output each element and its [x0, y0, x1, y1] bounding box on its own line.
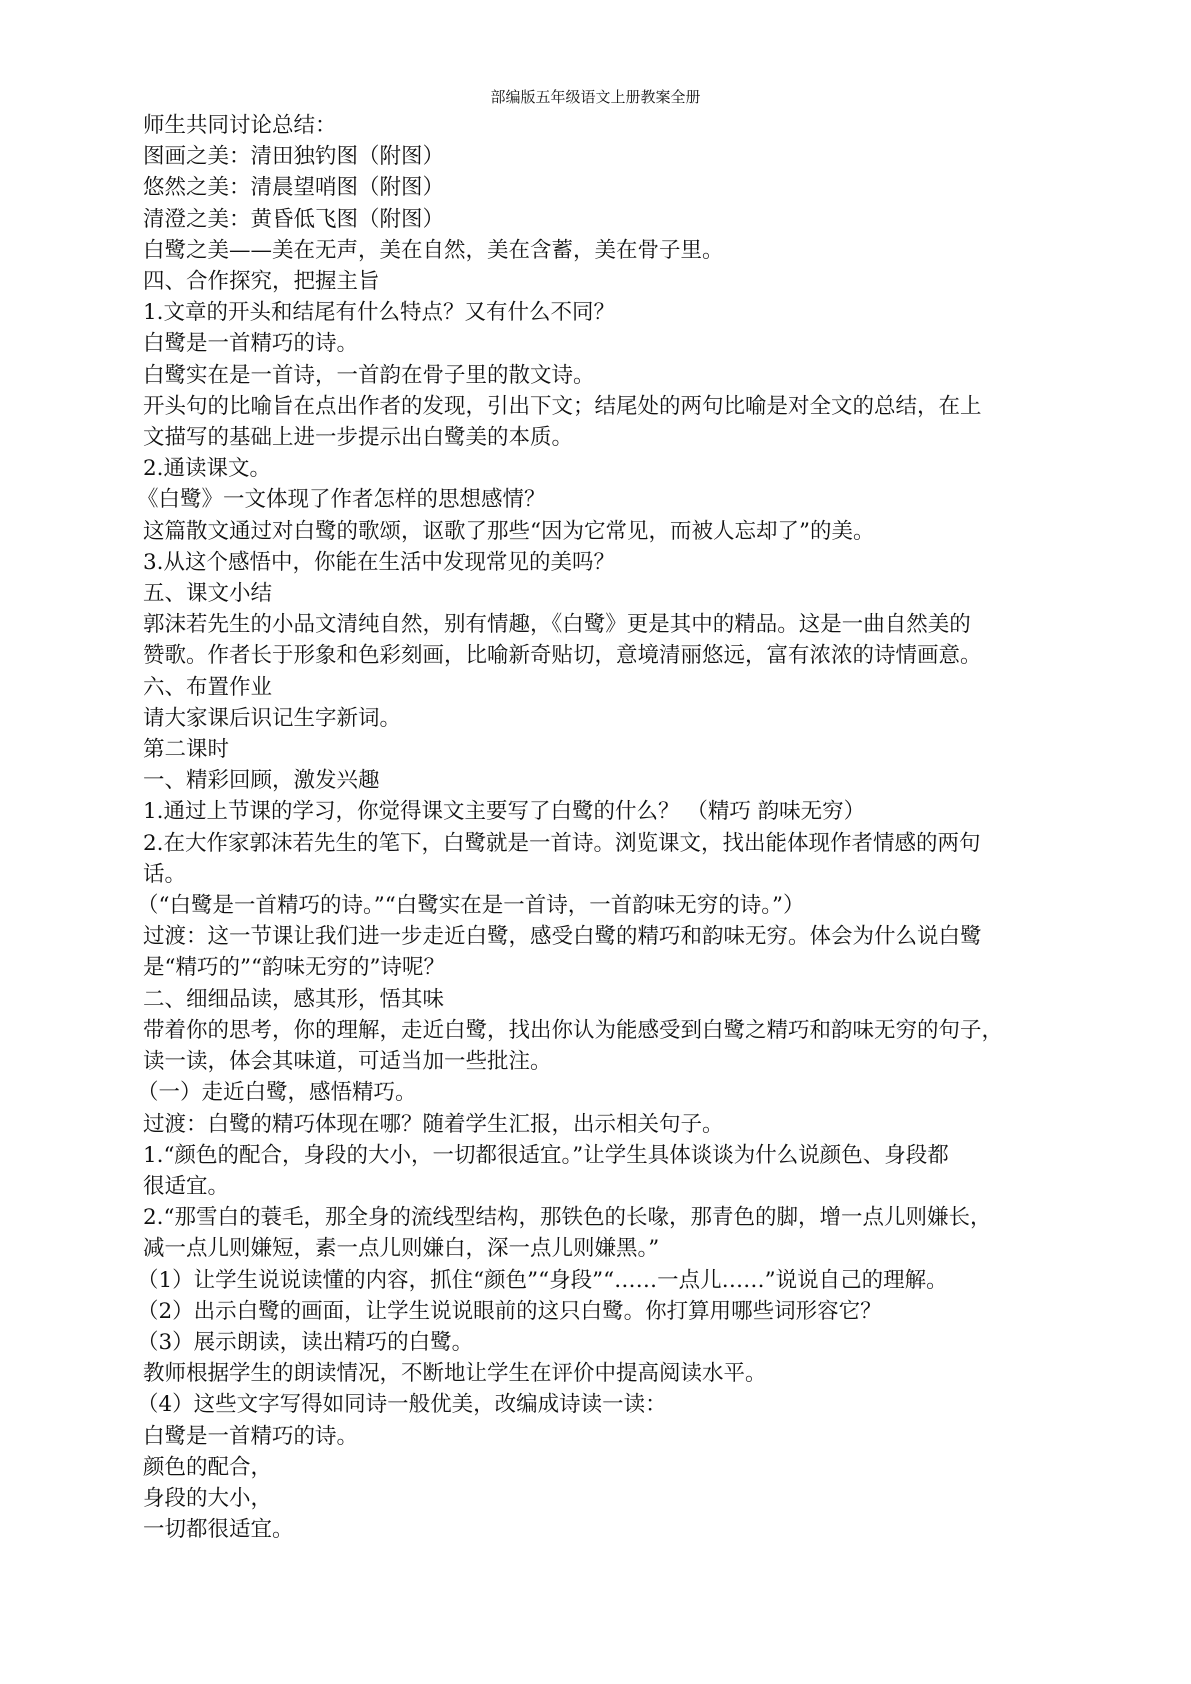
- text-line: 是“精巧的”“韵味无穷的”诗呢？: [143, 955, 445, 981]
- text-line: 1.“颜色的配合，身段的大小，一切都很适宜。”让学生具体谈谈为什么说颜色、身段都: [143, 1142, 949, 1168]
- text-line: 清澄之美：黄昏低飞图（附图）: [143, 206, 445, 232]
- text-line: 《白鹭》一文体现了作者怎样的思想感情？: [137, 487, 546, 513]
- text-line: 开头句的比喻旨在点出作者的发现，引出下文；结尾处的两句比喻是对全文的总结，在上: [143, 393, 982, 419]
- document-body: [137, 110, 1083, 1545]
- text-line: （3）展示朗读，读出精巧的白鹭。: [137, 1329, 474, 1355]
- text-line: 赞歌。作者长于形象和色彩刻画，比喻新奇贴切，意境清丽悠远，富有浓浓的诗情画意。: [143, 643, 982, 669]
- text-line: 过渡：这一节课让我们进一步走近白鹭，感受白鹭的精巧和韵味无穷。体会为什么说白鹭: [143, 924, 982, 950]
- text-line: 这篇散文通过对白鹭的歌颂，讴歌了那些“因为它常见，而被人忘却了”的美。: [143, 518, 875, 544]
- text-line: 话。: [143, 861, 187, 887]
- text-line: 2.通读课文。: [143, 456, 272, 482]
- text-line: 2.“那雪白的蓑毛，那全身的流线型结构，那铁色的长喙，那青色的脚，增一点儿则嫌长，: [143, 1205, 992, 1231]
- text-line: 白鹭实在是一首诗，一首韵在骨子里的散文诗。: [143, 362, 595, 388]
- text-line: 很适宜。: [143, 1173, 230, 1199]
- text-line: （4）这些文字写得如同诗一般优美，改编成诗读一读：: [137, 1392, 667, 1418]
- text-line: 减一点儿则嫌短，素一点儿则嫌白，深一点儿则嫌黑。”: [143, 1236, 660, 1262]
- text-line: 1.文章的开头和结尾有什么特点？又有什么不同？: [143, 300, 616, 326]
- section-heading: 五、课文小结: [143, 581, 273, 607]
- text-line: 郭沫若先生的小品文清纯自然，别有情趣，《白鹭》更是其中的精品。这是一曲自然美的: [143, 612, 971, 638]
- text-line: 读一读，体会其味道，可适当加一些批注。: [143, 1049, 552, 1075]
- poem-line: 白鹭是一首精巧的诗。: [143, 1423, 359, 1449]
- text-line: 白鹭是一首精巧的诗。: [143, 331, 359, 357]
- poem-line: 一切都很适宜。: [143, 1517, 294, 1543]
- text-line: （1）让学生说说读懂的内容，抓住“颜色”“身段”“……一点儿……”说说自己的理解。: [137, 1267, 948, 1293]
- poem-line: 身段的大小，: [143, 1485, 273, 1511]
- text-line: 过渡：白鹭的精巧体现在哪？随着学生汇报，出示相关句子。: [143, 1111, 724, 1137]
- subsection-heading: （一）走近白鹭，感悟精巧。: [137, 1080, 417, 1106]
- section-heading: 四、合作探究，把握主旨: [143, 269, 380, 295]
- text-line: 文描写的基础上进一步提示出白鹭美的本质。: [143, 425, 574, 451]
- section-heading: 一、精彩回顾，激发兴趣: [143, 768, 380, 794]
- page-header: 部编版五年级语文上册教案全册: [490, 88, 701, 106]
- text-line: 师生共同讨论总结：: [143, 113, 337, 138]
- text-line: 请大家课后识记生字新词。: [143, 705, 402, 731]
- text-line: （“白鹭是一首精巧的诗。”“白鹭实在是一首诗，一首韵味无穷的诗。”）: [137, 893, 805, 919]
- text-line: 白鹭之美——美在无声，美在自然，美在含蓄，美在骨子里。: [143, 237, 724, 263]
- text-line: 1.通过上节课的学习，你觉得课文主要写了白鹭的什么？ （精巧 韵味无穷）: [143, 799, 866, 825]
- text-line: 3.从这个感悟中，你能在生活中发现常见的美吗？: [143, 549, 616, 575]
- text-line: （2）出示白鹭的画面，让学生说说眼前的这只白鹭。你打算用哪些词形容它？: [137, 1298, 882, 1324]
- text-line: 图画之美：清田独钓图（附图）: [143, 144, 445, 170]
- text-line: 教师根据学生的朗读情况，不断地让学生在评价中提高阅读水平。: [143, 1361, 767, 1387]
- text-line: 悠然之美：清晨望哨图（附图）: [143, 175, 445, 201]
- section-heading: 二、细细品读，感其形，悟其味: [143, 986, 445, 1012]
- lesson-heading: 第二课时: [143, 737, 230, 763]
- section-heading: 六、布置作业: [143, 674, 273, 700]
- poem-line: 颜色的配合，: [143, 1454, 273, 1480]
- text-line: 2.在大作家郭沫若先生的笔下，白鹭就是一首诗。浏览课文，找出能体现作者情感的两句: [143, 830, 981, 856]
- text-line: 带着你的思考，你的理解，走近白鹭，找出你认为能感受到白鹭之精巧和韵味无穷的句子，: [143, 1017, 1004, 1043]
